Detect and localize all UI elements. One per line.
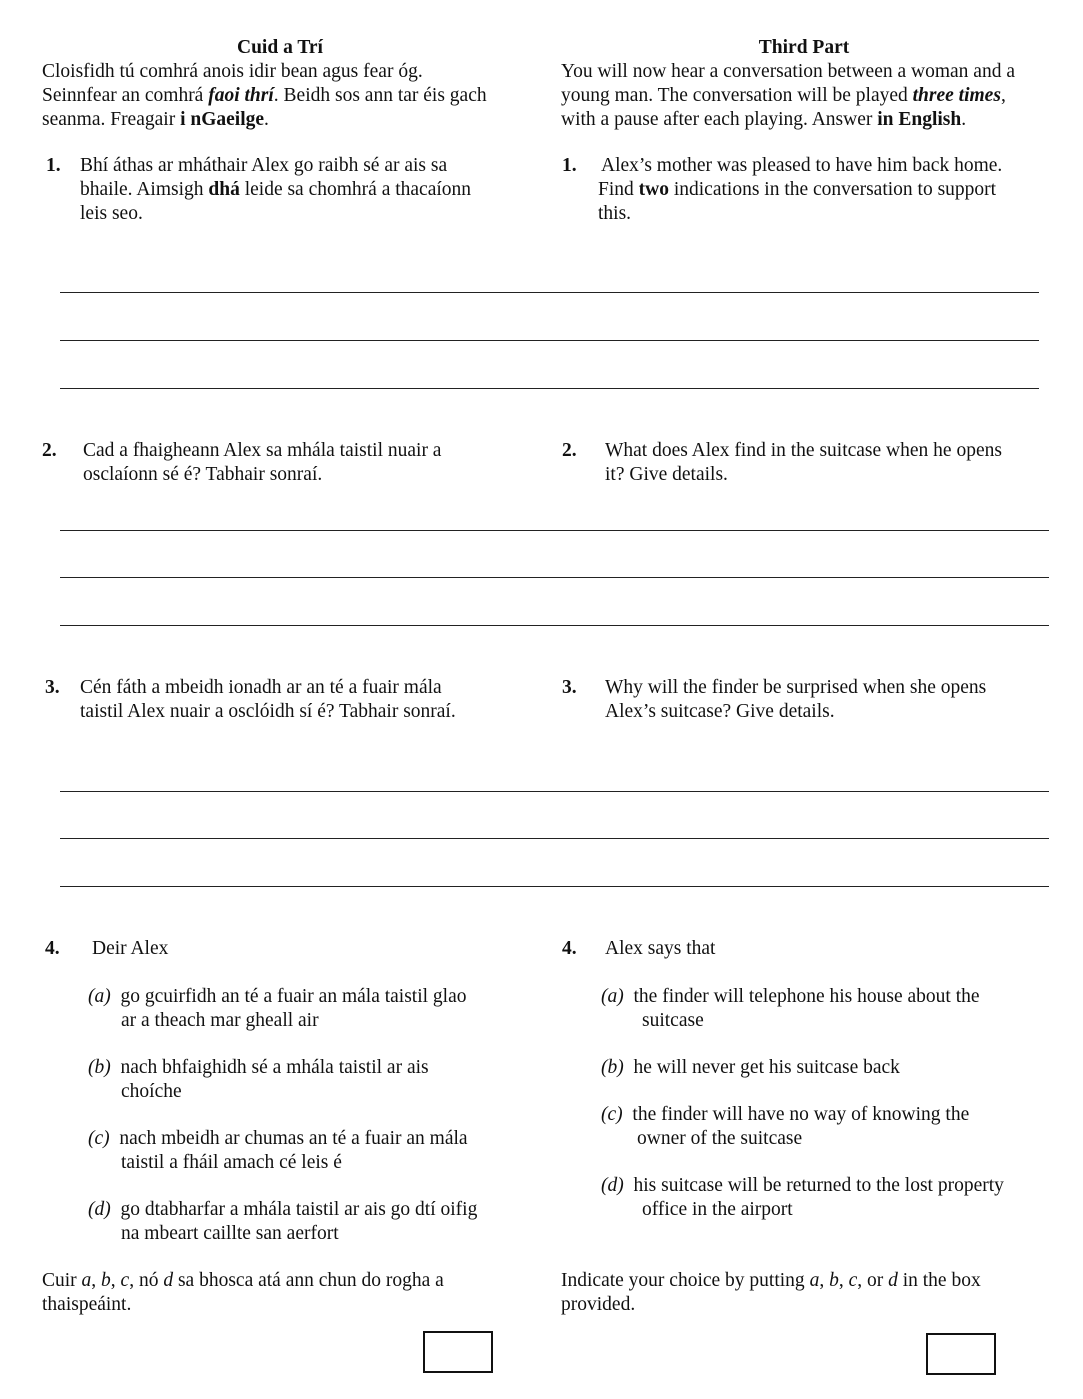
intro-english-line1: You will now hear a conversation between a woman and a bbox=[561, 61, 1015, 82]
intro-irish-line1: Cloisfidh tú comhrá anois idir bean agus fear óg. bbox=[42, 61, 423, 82]
answer-line[interactable] bbox=[60, 388, 1039, 389]
answer-box-english[interactable] bbox=[926, 1333, 996, 1375]
answer-line[interactable] bbox=[60, 292, 1039, 293]
heading-irish: Cuid a Trí bbox=[237, 37, 323, 58]
answer-line[interactable] bbox=[60, 791, 1049, 792]
question-2-irish: Cad a fhaigheann Alex sa mhála taistil nuair a osclaíonn sé é? Tabhair sonraí. bbox=[83, 440, 442, 485]
intro-english-line3: with a pause after each playing. Answer in English. bbox=[561, 109, 967, 130]
option-c-irish: (c) nach mbeidh ar chumas an té a fuair an mála taistil a fháil amach cé leis é bbox=[88, 1128, 468, 1173]
answer-line[interactable] bbox=[60, 340, 1039, 341]
answer-line[interactable] bbox=[60, 838, 1049, 839]
option-a-irish: (a) go gcuirfidh an té a fuair an mála taistil glao ar a theach mar gheall air bbox=[88, 986, 467, 1031]
question-1-number-english: 1. bbox=[562, 155, 577, 176]
option-b-english: (b) he will never get his suitcase back bbox=[601, 1057, 900, 1078]
instruction-english: Indicate your choice by putting a, b, c, or d in the box provided. bbox=[561, 1270, 981, 1315]
question-3-english: Why will the finder be surprised when she opens Alex’s suitcase? Give details. bbox=[605, 677, 987, 722]
heading-english: Third Part bbox=[758, 37, 850, 58]
intro-english-line2: young man. The conversation will be played three times, bbox=[561, 85, 1006, 106]
option-a-english: (a) the finder will telephone his house about the suitcase bbox=[601, 986, 980, 1031]
intro-english bbox=[561, 60, 1015, 132]
option-c-english: (c) the finder will have no way of knowing the owner of the suitcase bbox=[601, 1104, 970, 1149]
answer-line[interactable] bbox=[60, 886, 1049, 887]
question-4-stem-irish: Deir Alex bbox=[92, 938, 169, 959]
intro-irish bbox=[42, 60, 487, 132]
answer-line[interactable] bbox=[60, 530, 1049, 531]
answer-line[interactable] bbox=[60, 577, 1049, 578]
question-1-english: Alex’s mother was pleased to have him back home. Find two indications in the conversation to support this. bbox=[598, 155, 1003, 224]
question-4-number-english: 4. bbox=[562, 938, 577, 959]
answer-box-irish[interactable] bbox=[423, 1331, 493, 1373]
option-d-irish: (d) go dtabharfar a mhála taistil ar ais go dtí oifig na mbeart caillte san aerfort bbox=[88, 1199, 478, 1244]
question-2-english: What does Alex find in the suitcase when he opens it? Give details. bbox=[605, 440, 1002, 485]
question-4-number-irish: 4. bbox=[45, 938, 60, 959]
question-3-irish: Cén fáth a mbeidh ionadh ar an té a fuair mála taistil Alex nuair a osclóidh sí é? Tabhair sonraí. bbox=[80, 677, 456, 722]
question-3-number-english: 3. bbox=[562, 677, 577, 698]
option-b-irish: (b) nach bhfaighidh sé a mhála taistil ar ais choíche bbox=[88, 1057, 429, 1102]
question-2-number-english: 2. bbox=[562, 440, 577, 461]
question-3-number-irish: 3. bbox=[45, 677, 60, 698]
option-d-english: (d) his suitcase will be returned to the lost property office in the airport bbox=[601, 1175, 1004, 1220]
question-1-number-irish: 1. bbox=[46, 155, 61, 176]
question-1-irish: Bhí áthas ar mháthair Alex go raibh sé ar ais sa bhaile. Aimsigh dhá leide sa chomhrá a thacaíonn leis seo. bbox=[80, 155, 472, 224]
question-4-stem-english: Alex says that bbox=[605, 938, 716, 959]
answer-line[interactable] bbox=[60, 625, 1049, 626]
question-2-number-irish: 2. bbox=[42, 440, 57, 461]
instruction-irish: Cuir a, b, c, nó d sa bhosca atá ann chun do rogha a thaispeáint. bbox=[42, 1270, 444, 1315]
intro-irish-line3: seanma. Freagair i nGaeilge. bbox=[42, 109, 269, 130]
intro-irish-line2: Seinnfear an comhrá faoi thrí. Beidh sos ann tar éis gach bbox=[42, 85, 487, 106]
